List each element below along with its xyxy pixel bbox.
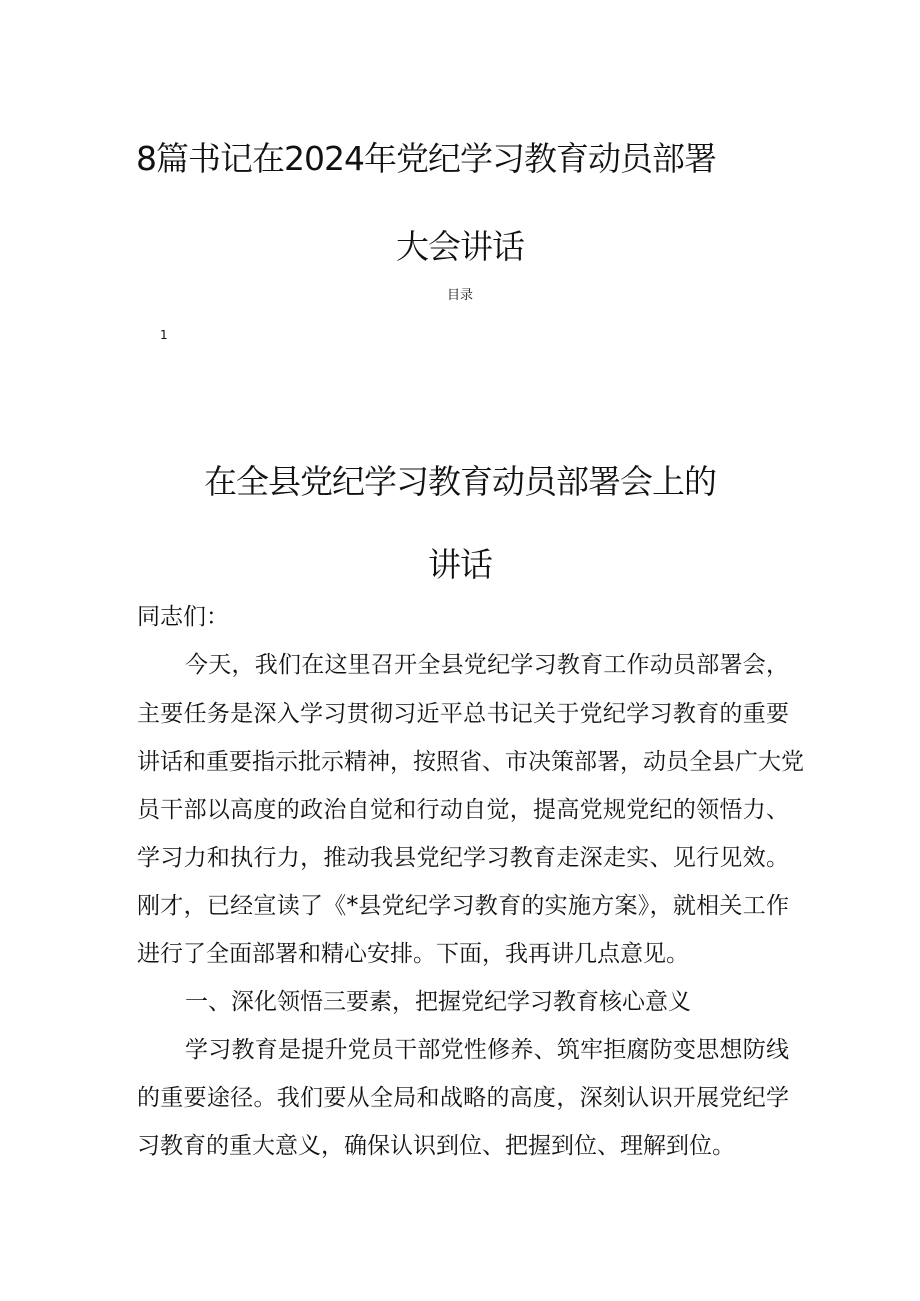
speech-title-line-2: 讲话 — [428, 545, 492, 584]
document-title-line-2: 大会讲话 — [396, 227, 524, 266]
paragraph-1-line: 学习力和执行力，推动我县党纪学习教育走深走实、见行见效。 — [137, 845, 789, 871]
document-title-line-1: 8篇书记在2024年党纪学习教育动员部署 — [136, 139, 716, 178]
paragraph-2-line: 习教育的重大意义，确保认识到位、把握到位、理解到位。 — [137, 1133, 735, 1159]
paragraph-2-line: 学习教育是提升党员干部党性修养、筑牢拒腐防变思想防线 — [185, 1037, 789, 1063]
toc-label: 目录 — [446, 288, 473, 303]
speech-title-line-1: 在全县党纪学习教育动员部署会上的 — [204, 462, 716, 501]
paragraph-1-line: 员干部以高度的政治自觉和行动自觉，提高党规党纪的领悟力、 — [137, 797, 789, 823]
paragraph-2-line: 的重要途径。我们要从全局和战略的高度，深刻认识开展党纪学 — [137, 1085, 789, 1111]
paragraph-1-line: 刚才，已经宣读了《*县党纪学习教育的实施方案》，就相关工作 — [137, 893, 789, 919]
paragraph-1-line: 主要任务是深入学习贯彻习近平总书记关于党纪学习教育的重要 — [137, 701, 789, 727]
paragraph-1-line: 讲话和重要指示批示精神，按照省、市决策部署，动员全县广大党 — [137, 749, 804, 775]
paragraph-1-line: 今天，我们在这里召开全县党纪学习教育工作动员部署会， — [185, 652, 789, 678]
section-1-heading: 一、深化领悟三要素，把握党纪学习教育核心意义 — [185, 989, 691, 1015]
toc-entry-1[interactable]: 1 — [160, 328, 168, 342]
paragraph-1-line: 进行了全面部署和精心安排。下面，我再讲几点意见。 — [137, 941, 689, 967]
salutation: 同志们： — [137, 604, 229, 630]
